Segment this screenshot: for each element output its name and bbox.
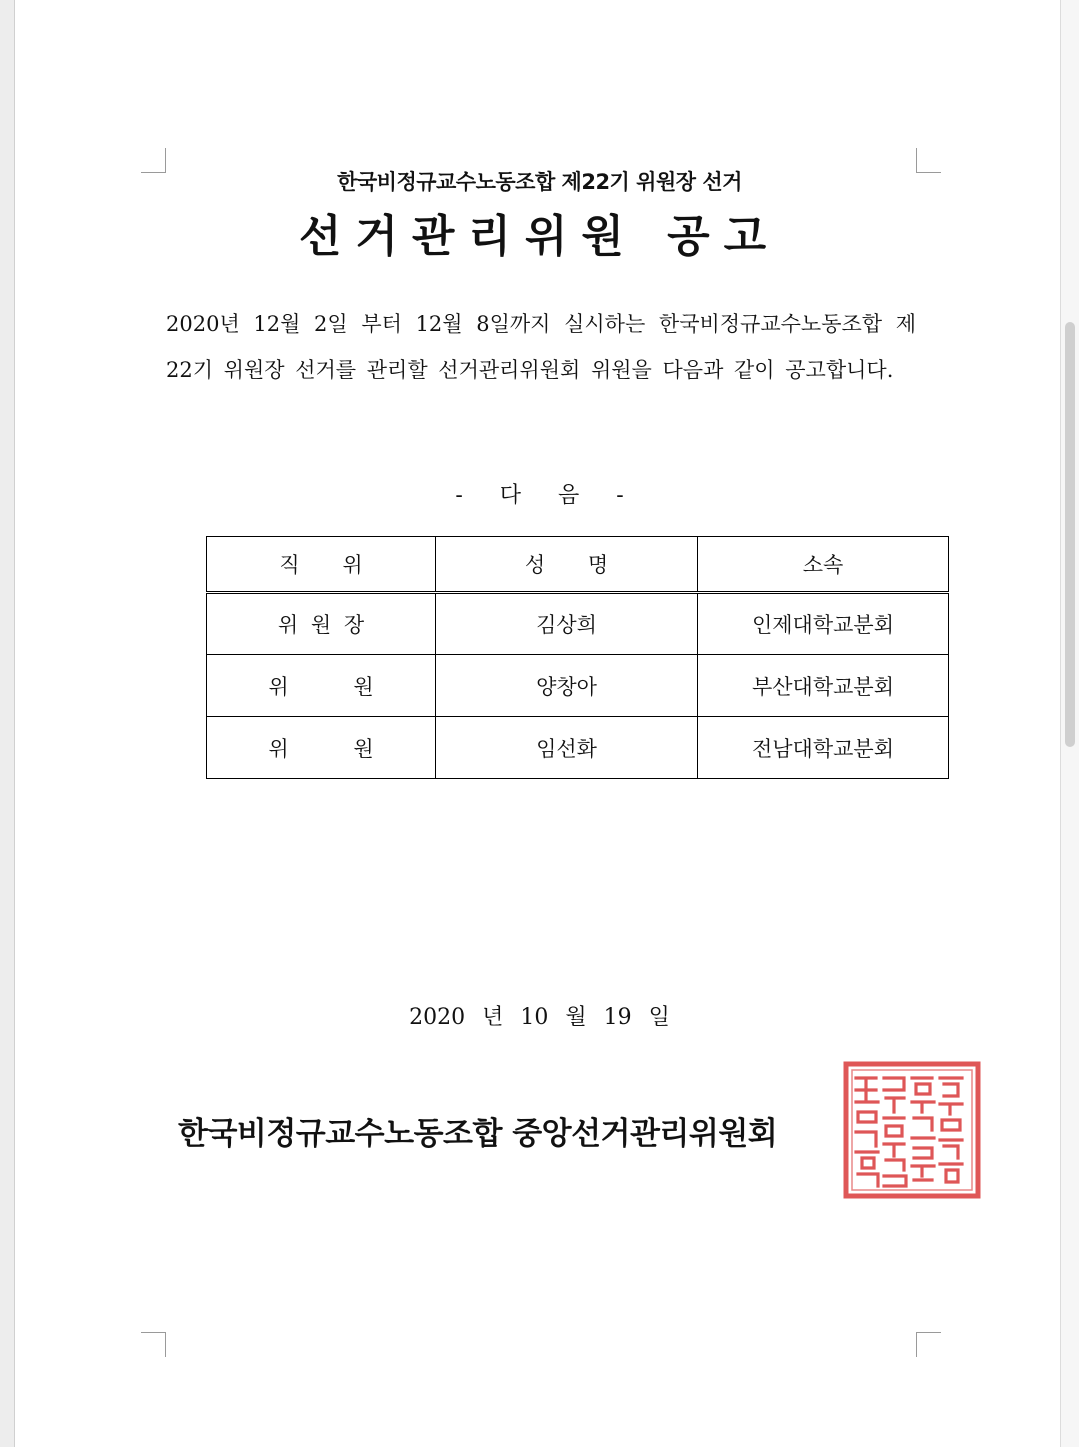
header-position: 직 위 [207,537,436,593]
cell-affiliation: 전남대학교분회 [698,717,949,779]
crop-mark-bottom-left [141,1332,166,1357]
cell-name: 김상희 [436,593,698,655]
table-row [207,655,949,717]
cell-position: 위 원 [207,717,436,779]
scrollbar-thumb[interactable] [1065,322,1075,747]
header-name: 성 명 [436,537,698,593]
cell-affiliation: 부산대학교분회 [698,655,949,717]
table-row [207,593,949,655]
cell-name: 양창아 [436,655,698,717]
table-row [207,717,949,779]
cell-affiliation: 인제대학교분회 [698,593,949,655]
table-header-row [207,537,949,593]
document-title: 선거관리위원 공고 [298,211,781,262]
cell-position: 위 원 장 [207,593,436,655]
official-seal-stamp [842,1060,982,1200]
committee-members-table [206,536,949,779]
crop-mark-bottom-right [916,1332,941,1357]
issuing-organization: 한국비정규교수노동조합 중앙선거관리위원회 [178,1116,778,1152]
announcement-date: 2020 년 10 월 19 일 [409,1005,670,1030]
cell-name: 임선화 [436,717,698,779]
document-subtitle: 한국비정규교수노동조합 제22기 위원장 선거 [337,170,742,194]
cell-position: 위 원 [207,655,436,717]
header-affiliation: 소속 [698,537,949,593]
announcement-body: 2020년 12월 2일 부터 12월 8일까지 실시하는 한국비정규교수노동조합 제22기 위원장 선거를 관리할 선거관리위원회 위원을 다음과 같이 공고합니다. [166,312,916,382]
divider-label: - 다 음 - [455,483,624,508]
